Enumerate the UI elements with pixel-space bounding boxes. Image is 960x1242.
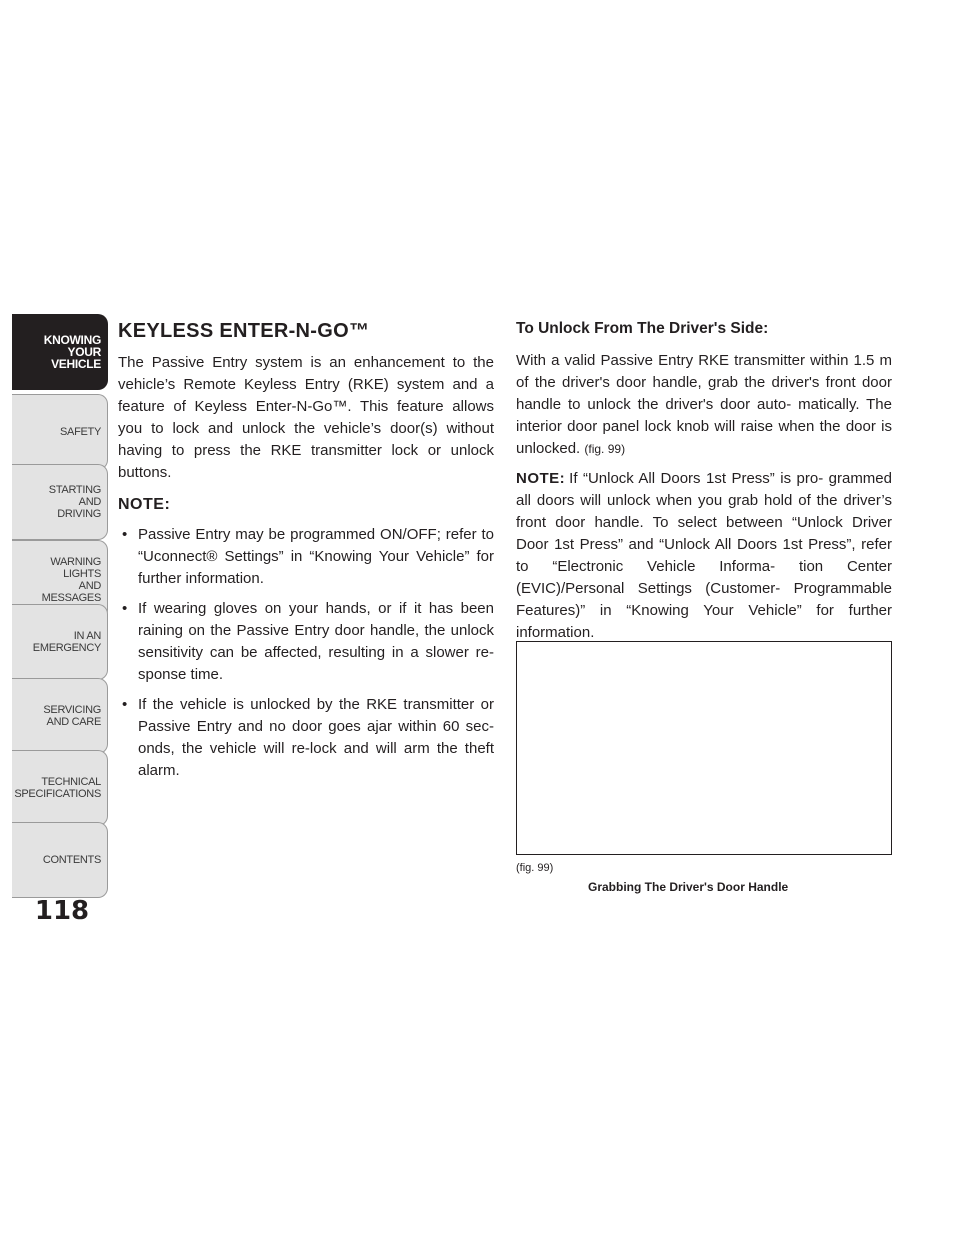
figure-reference[interactable]: (fig. 99) [584,442,626,456]
tab-label: TECHNICAL SPECIFICATIONS [14,776,101,800]
unlock-text: With a valid Passive Entry RKE transmitter within 1.5 m of the driver's door handle, grab the driver's front door handle to unlock the driver's door auto- matically. The interior door panel lock knob will raise when the door is unlocked. [516,352,892,457]
tab-servicing-and-care[interactable] [12,678,108,754]
tab-label: STARTING AND DRIVING [48,484,101,520]
tab-technical-specifications[interactable] [12,750,108,826]
tab-label: KNOWING YOUR VEHICLE [43,333,101,371]
intro-paragraph: The Passive Entry system is an enhancement to the vehicle’s Remote Keyless Entry (RKE) system and a feature of Keyless Enter-N-Go™. This feature allows you to lock and unlock the vehicle’s door(s) without having to press the RKE transmitter lock or unlock buttons. [118,354,494,481]
page-number: 118 [34,896,90,926]
right-column [516,318,892,652]
unlock-paragraph [516,350,892,460]
tab-label: CONTENTS [42,854,101,866]
list-item: • Passive Entry may be programmed ON/OFF; refer to “Uconnect® Settings” in “Knowing Your Vehicle” for further information. [118,524,494,590]
note-heading: NOTE: [118,496,171,513]
tab-label: SERVICING AND CARE [43,704,101,728]
note-paragraph [516,468,892,644]
tab-starting-and-driving[interactable] [12,464,108,540]
tab-in-an-emergency[interactable] [12,604,108,680]
tab-label: WARNING LIGHTS AND MESSAGES [41,556,101,604]
tab-label: SAFETY [60,426,101,438]
figure-image [516,641,892,855]
figure-caption: Grabbing The Driver's Door Handle [588,880,789,894]
left-column [118,318,494,790]
tab-safety[interactable] [12,394,108,470]
figure-label: (fig. 99) [516,862,554,874]
section-title: KEYLESS ENTER-N-GO™ [118,320,370,342]
list-item: • If the vehicle is unlocked by the RKE transmitter or Passive Entry and no door goes ajar within 60 sec- onds, the vehicle will re-lock and will arm the theft alarm. [118,694,494,782]
list-item: • If wearing gloves on your hands, or if it has been raining on the Passive Entry door handle, the unlock sensitivity can be affected, resulting in a slower re- sponse time. [118,598,494,686]
tab-knowing-your-vehicle[interactable] [12,314,108,390]
note-bullets [118,524,494,782]
note-label: NOTE: [516,470,566,487]
tab-contents[interactable] [12,822,108,898]
subheading: To Unlock From The Driver's Side: [516,320,769,337]
tab-label: IN AN EMERGENCY [32,630,101,654]
note-text: If “Unlock All Doors 1st Press” is pro- grammed all doors will unlock when you grab hold of the driver’s front door handle. To select between “Unlock Driver Door 1st Press” and “Unlock All Doors 1st Press”, refer to “Electronic Vehicle Informa- tion Center (EVIC)/Personal Settings (Customer- Programmable Features)” in “Knowing Your Vehicle” for further information. [516,470,892,641]
